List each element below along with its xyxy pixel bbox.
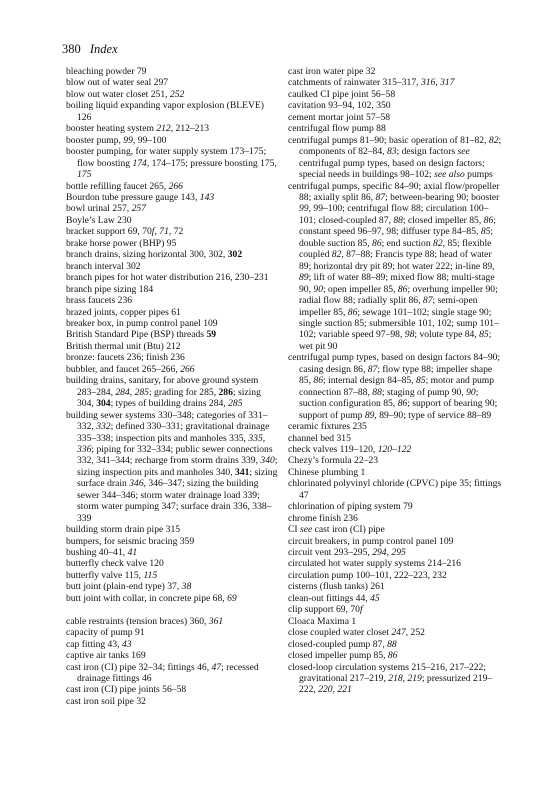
index-entry: blow out water closet 251, 252 xyxy=(66,88,185,100)
index-entry: cable restraints (tension braces) 360, 361 xyxy=(66,615,224,627)
index-entry: circuit breakers, in pump control panel 109 xyxy=(288,535,454,547)
index-entry: branch interval 302 xyxy=(66,260,141,272)
index-entry: booster pumping, for water supply system 173–175; flow boosting 174, 174–175; pressure boosting 175, 175 xyxy=(66,146,277,181)
index-entry: bushing 40–41, 41 xyxy=(66,547,138,559)
index-entry: catchments of rainwater 315–317, 316, 317 xyxy=(288,77,455,89)
index-entry: British Standard Pipe (BSP) threads 59 xyxy=(66,329,217,341)
index-entry: building storm drain pipe 315 xyxy=(66,524,181,536)
index-entry: Cloaca Maxima 1 xyxy=(288,615,357,627)
index-entry: brass faucets 236 xyxy=(66,295,133,307)
index-entry: Chinese plumbing 1 xyxy=(288,466,366,478)
index-entry: chlorination of piping system 79 xyxy=(288,501,413,513)
index-entry: centrifugal pumps, specific 84–90; axial flow/propeller 88; axially split 86, 87; between-bearing 90; booster 99, 99–100; centrifugal flow 88; circulation 100–101; closed-coupled 87, 88; closed impeller 85, 86; constant speed 96–97, 98; diffuser type 84–85, 85; double suction 85, 86; end suction 82, 85; flexible coupled 82, 87–88; Francis type 88; head of water 89; horizontal dry pit 89; hot water 222; in-line 89, 89; lift of water 88–89; mixed flow 88; multi-stage 90, 90; open impeller 85, 86; overhung impeller 90; radial flow 88; radially split 86, 87; semi-open impeller 85, 86; sewage 101–102; single stage 90; single suction 85; submersible 101, 102; sump 101–102; variable speed 97–98, 98; volute type 84, 85; wet pit 90 xyxy=(288,180,500,352)
index-entry: branch pipe sizing 184 xyxy=(66,283,154,295)
index-entry: closed-loop circulation systems 215–216, 217–222; gravitational 217–219, 218, 219; pressurized 219–222, 220, 221 xyxy=(288,661,493,696)
index-entry: butt joint with collar, in concrete pipe 68, 69 xyxy=(66,592,237,604)
index-entry: bowl urinal 257, 257 xyxy=(66,203,146,215)
index-entry: centrifugal pump types, based on design factors 84–90; casing design 86, 87; flow type 88; impeller shape 85, 86; internal design 84–85, 85; motor and pump connection 87–88, 88; staging of pump 90, 90; suction configuration 85, 86; support of bearing 90; support of pump 89, 89–90; type of service 88–89 xyxy=(288,352,501,421)
index-entry: cavitation 93–94, 102, 350 xyxy=(288,100,391,112)
section-gap xyxy=(66,604,278,615)
index-entry: building drains, sanitary, for above ground system 283–284, 284, 285; grading for 285, 286; sizing 304, 304; types of building drains 284, 285 xyxy=(66,375,261,410)
index-entry: branch pipes for hot water distribution 216, 230–231 xyxy=(66,272,269,284)
index-entry: clip support 69, 70f xyxy=(288,604,363,616)
index-entry: Boyle’s Law 230 xyxy=(66,214,132,226)
index-entry: capacity of pump 91 xyxy=(66,627,145,639)
page-number: 380 xyxy=(62,42,81,56)
index-entry: circulated hot water supply systems 214–216 xyxy=(288,558,461,570)
index-entry: cast iron water pipe 32 xyxy=(288,66,376,77)
index-entry: chrome finish 236 xyxy=(288,512,358,524)
index-entry: bleaching powder 79 xyxy=(66,66,147,77)
index-entry: bottle refilling faucet 265, 266 xyxy=(66,180,183,192)
index-entry: Chezy’s formula 22–23 xyxy=(288,455,379,467)
index-entry: circulation pump 100–101, 222–223, 232 xyxy=(288,569,447,581)
index-entry: British thermal unit (Btu) 212 xyxy=(66,340,181,352)
index-entry: closed-coupled pump 87, 88 xyxy=(288,638,397,650)
index-entry: cast iron (CI) pipe joints 56–58 xyxy=(66,684,187,696)
index-column-left xyxy=(66,66,278,707)
index-entry: Bourdon tube pressure gauge 143, 143 xyxy=(66,191,215,203)
index-entry: booster heating system 212, 212–213 xyxy=(66,123,210,135)
index-entry: brake horse power (BHP) 95 xyxy=(66,237,177,249)
index-entry: CI see cast iron (CI) pipe xyxy=(288,524,385,536)
index-entry: chlorinated polyvinyl chloride (CPVC) pipe 35; fittings 47 xyxy=(288,478,502,501)
page-header xyxy=(62,42,118,56)
index-entry: building sewer systems 330–348; categories of 331–332, 332; defined 330–331; gravitational drainage 335–338; inspection pits and manholes 335, 335, 336; piping for 332–334; public sewer connections 332, 341–344; recharge from storm drains 339, 340; sizing inspection pits and manholes 340, 341; sizing surface drain 346, 346–347; sizing the building sewer 344–346; storm water drainage load 339; storm water pumping 347; surface drain 336, 338–339 xyxy=(66,409,278,524)
index-entry: close coupled water closet 247, 252 xyxy=(288,627,425,639)
index-entry: clean-out fittings 44, 45 xyxy=(288,592,380,604)
index-entry: butterfly check valve 120 xyxy=(66,558,164,570)
index-entry: blow out of water seal 297 xyxy=(66,77,169,89)
index-entry: bumpers, for seismic bracing 359 xyxy=(66,535,195,547)
index-entry: centrifugal pumps 81–90; basic operation of 81–82, 82; components of 82–84, 83; design factors see centrifugal pump types, based on design factors; special needs in buildings 98–102; see also pumps xyxy=(288,134,502,181)
index-entry: bubbler, and faucet 265–266, 266 xyxy=(66,363,195,375)
index-column-right xyxy=(288,66,502,696)
index-entry: cisterns (flush tanks) 261 xyxy=(288,581,385,593)
index-entry: check valves 119–120, 120–122 xyxy=(288,443,412,455)
index-entry: ceramic fixtures 235 xyxy=(288,421,367,433)
index-entry: brazed joints, copper pipes 61 xyxy=(66,306,181,318)
index-entry: breaker box, in pump control panel 109 xyxy=(66,317,218,329)
page-title: Index xyxy=(89,42,118,56)
index-entry: boiling liquid expanding vapor explosion (BLEVE) 126 xyxy=(66,100,264,123)
index-entry: bronze: faucets 236; finish 236 xyxy=(66,352,185,364)
index-entry: channel bed 315 xyxy=(288,432,351,444)
index-entry: branch drains, sizing horizontal 300, 302, 302 xyxy=(66,249,243,261)
index-entry: caulked CI pipe joint 56–58 xyxy=(288,88,396,100)
index-entry: closed impeller pump 85, 86 xyxy=(288,650,398,662)
index-entry: captive air tanks 169 xyxy=(66,650,146,662)
index-entry: cement mortar joint 57–58 xyxy=(288,111,391,123)
index-entry: butt joint (plain-end type) 37, 38 xyxy=(66,581,192,593)
index-entry: booster pump, 99, 99–100 xyxy=(66,134,167,146)
index-entry: circuit vent 293–295, 294, 295 xyxy=(288,547,406,559)
index-entry: cast iron soil pipe 32 xyxy=(66,695,146,707)
index-entry: centrifugal flow pump 88 xyxy=(288,123,386,135)
index-entry: bracket support 69, 70f, 71, 72 xyxy=(66,226,184,238)
index-entry: butterfly valve 115, 115 xyxy=(66,569,158,581)
index-entry: cap fitting 43, 43 xyxy=(66,638,132,650)
index-entry: cast iron (CI) pipe 32–34; fittings 46, 47; recessed drainage fittings 46 xyxy=(66,661,259,684)
